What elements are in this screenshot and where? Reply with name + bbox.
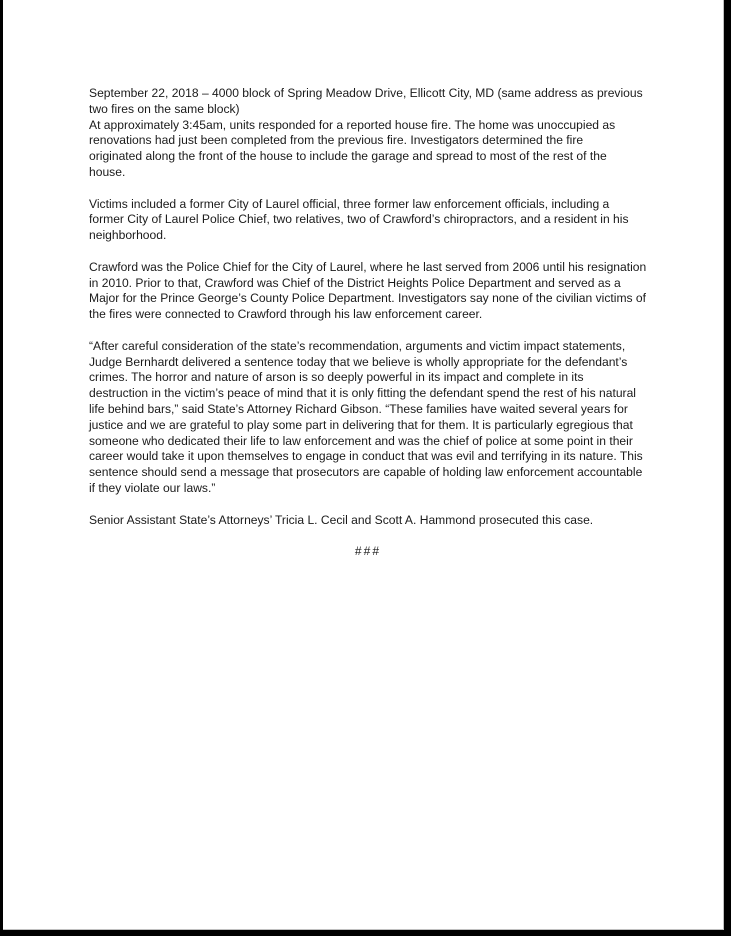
text-line: career would take it upon themselves to engage in conduct that was evil and terrifying in its nature. This <box>89 449 643 464</box>
text-line: former City of Laurel Police Chief, two relatives, two of Crawford’s chiropractors, and a resident in his <box>89 212 629 227</box>
text-line: crimes. The horror and nature of arson is so deeply powerful in its impact and complete in its <box>89 370 584 385</box>
paragraph-victims <box>89 197 647 244</box>
text-line: Crawford was the Police Chief for the City of Laurel, where he last served from 2006 until his resignation <box>89 259 647 274</box>
text-line: if they violate our laws.” <box>89 480 216 495</box>
text-line: renovations had just been completed from the previous fire. Investigators determined the fire <box>89 133 584 148</box>
text-line: two fires on the same block) <box>89 101 240 116</box>
text-line: in 2010. Prior to that, Crawford was Chief of the District Heights Police Department and served as a <box>89 275 621 290</box>
paragraph-incident <box>89 86 647 181</box>
paragraph-quote <box>89 339 647 497</box>
text-line: justice and we are grateful to play some part in delivering that for them. It is particularly egregious that <box>89 417 633 432</box>
text-line: someone who dedicated their life to law enforcement and was the chief of police at some point in their <box>89 433 633 448</box>
document-page <box>3 0 724 930</box>
text-line: At approximately 3:45am, units responded for a reported house fire. The home was unoccupied as <box>89 117 616 132</box>
paragraph-background <box>89 260 647 323</box>
text-line: Judge Bernhardt delivered a sentence today that we believe is wholly appropriate for the defendant’s <box>89 354 628 369</box>
text-line: Victims included a former City of Laurel official, three former law enforcement officials, including a <box>89 196 610 211</box>
text-line: life behind bars,” said State’s Attorney Richard Gibson. “These families have waited several years for <box>89 401 628 416</box>
document-body <box>89 86 647 560</box>
text-line: Major for the Prince George’s County Police Department. Investigators say none of the civilian victims of <box>89 291 647 306</box>
text-line: neighborhood. <box>89 228 167 243</box>
text-line: originated along the front of the house to include the garage and spread to most of the rest of the <box>89 149 607 164</box>
text-line: sentence should send a message that prosecutors are capable of holding law enforcement accountable <box>89 465 643 480</box>
text-line: “After careful consideration of the state’s recommendation, arguments and victim impact statements, <box>89 338 626 353</box>
text-line: house. <box>89 164 126 179</box>
end-mark: ### <box>354 544 382 559</box>
paragraph-prosecutors <box>89 513 647 529</box>
text-line: the fires were connected to Crawford through his law enforcement career. <box>89 307 483 322</box>
text-line: September 22, 2018 – 4000 block of Spring Meadow Drive, Ellicott City, MD (same address as previous <box>89 86 643 100</box>
text-line: destruction in the victim’s peace of mind that it is only fitting the defendant spend the rest of his natural <box>89 386 636 401</box>
text-line: Senior Assistant State’s Attorneys’ Tricia L. Cecil and Scott A. Hammond prosecuted this case. <box>89 512 594 527</box>
